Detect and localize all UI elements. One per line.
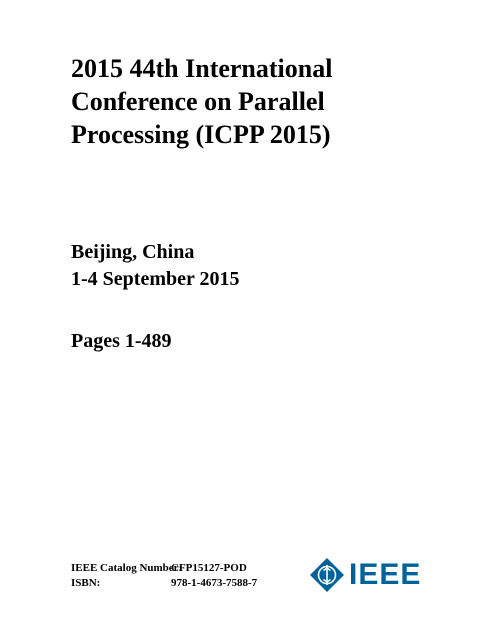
isbn-value: 978-1-4673-7588-7: [171, 577, 258, 589]
conference-title: [71, 52, 481, 151]
catalog-number-value: CFP15127-POD: [171, 562, 247, 574]
ieee-logo: [309, 557, 421, 593]
conference-location-block: [71, 239, 240, 293]
publication-metadata: [71, 561, 257, 591]
title-line-3: Processing (ICPP 2015): [71, 120, 331, 149]
catalog-number-label: IEEE Catalog Number:: [71, 562, 183, 574]
page-range: Pages 1-489: [71, 330, 172, 352]
conference-city: Beijing, China: [71, 241, 195, 263]
isbn-label: ISBN:: [71, 577, 101, 589]
catalog-number-row: [71, 561, 257, 576]
isbn-row: [71, 576, 257, 591]
conference-dates: 1-4 September 2015: [71, 268, 240, 290]
ieee-diamond-icon: [309, 557, 345, 593]
title-line-1: 2015 44th International: [71, 54, 333, 83]
ieee-logo-text: IEEE: [349, 558, 422, 591]
title-line-2: Conference on Parallel: [71, 87, 325, 116]
